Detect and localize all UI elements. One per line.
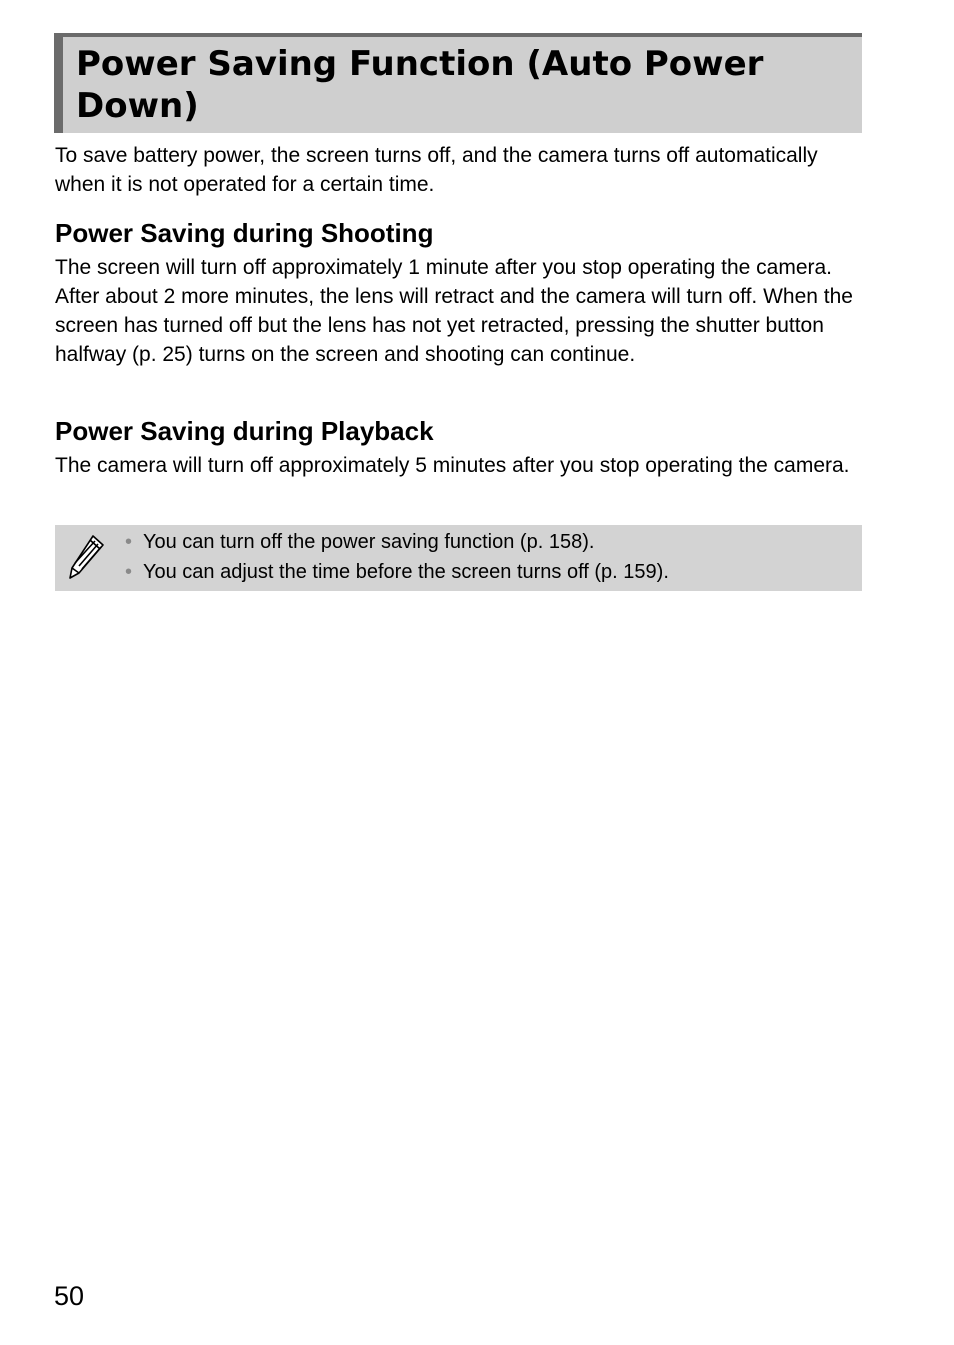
- title-bar-accent: [54, 37, 63, 133]
- note-item: [125, 527, 669, 557]
- bullet-icon: •: [125, 531, 133, 553]
- note-item-text: You can turn off the power saving function (p. 158).: [143, 531, 595, 553]
- bullet-icon: •: [125, 561, 133, 583]
- note-item-text: You can adjust the time before the screen turns off (p. 159).: [143, 561, 669, 583]
- pencil-icon: [67, 533, 107, 581]
- section-heading-playback: Power Saving during Playback: [55, 416, 434, 446]
- page-title: Power Saving Function (Auto Power Down): [76, 44, 764, 126]
- page-number: 50: [54, 1281, 85, 1311]
- intro-paragraph: To save battery power, the screen turns off, and the camera turns off automatically when it is not operated for a certain time.: [55, 144, 818, 196]
- section-body-playback: The camera will turn off approximately 5 minutes after you stop operating the camera.: [55, 454, 850, 477]
- note-box: [55, 525, 862, 591]
- title-bar: [54, 33, 862, 133]
- section-heading-shooting: Power Saving during Shooting: [55, 218, 434, 248]
- section-body-shooting: The screen will turn off approximately 1 minute after you stop operating the camera. After about 2 more minutes, the lens will retract and the camera will turn off. When the screen has turned off but the lens has not yet retracted, pressing the shutter button halfway (p. 25) turns on the screen and shooting can continue.: [55, 256, 853, 366]
- note-item: [125, 557, 669, 587]
- note-list: [125, 527, 669, 587]
